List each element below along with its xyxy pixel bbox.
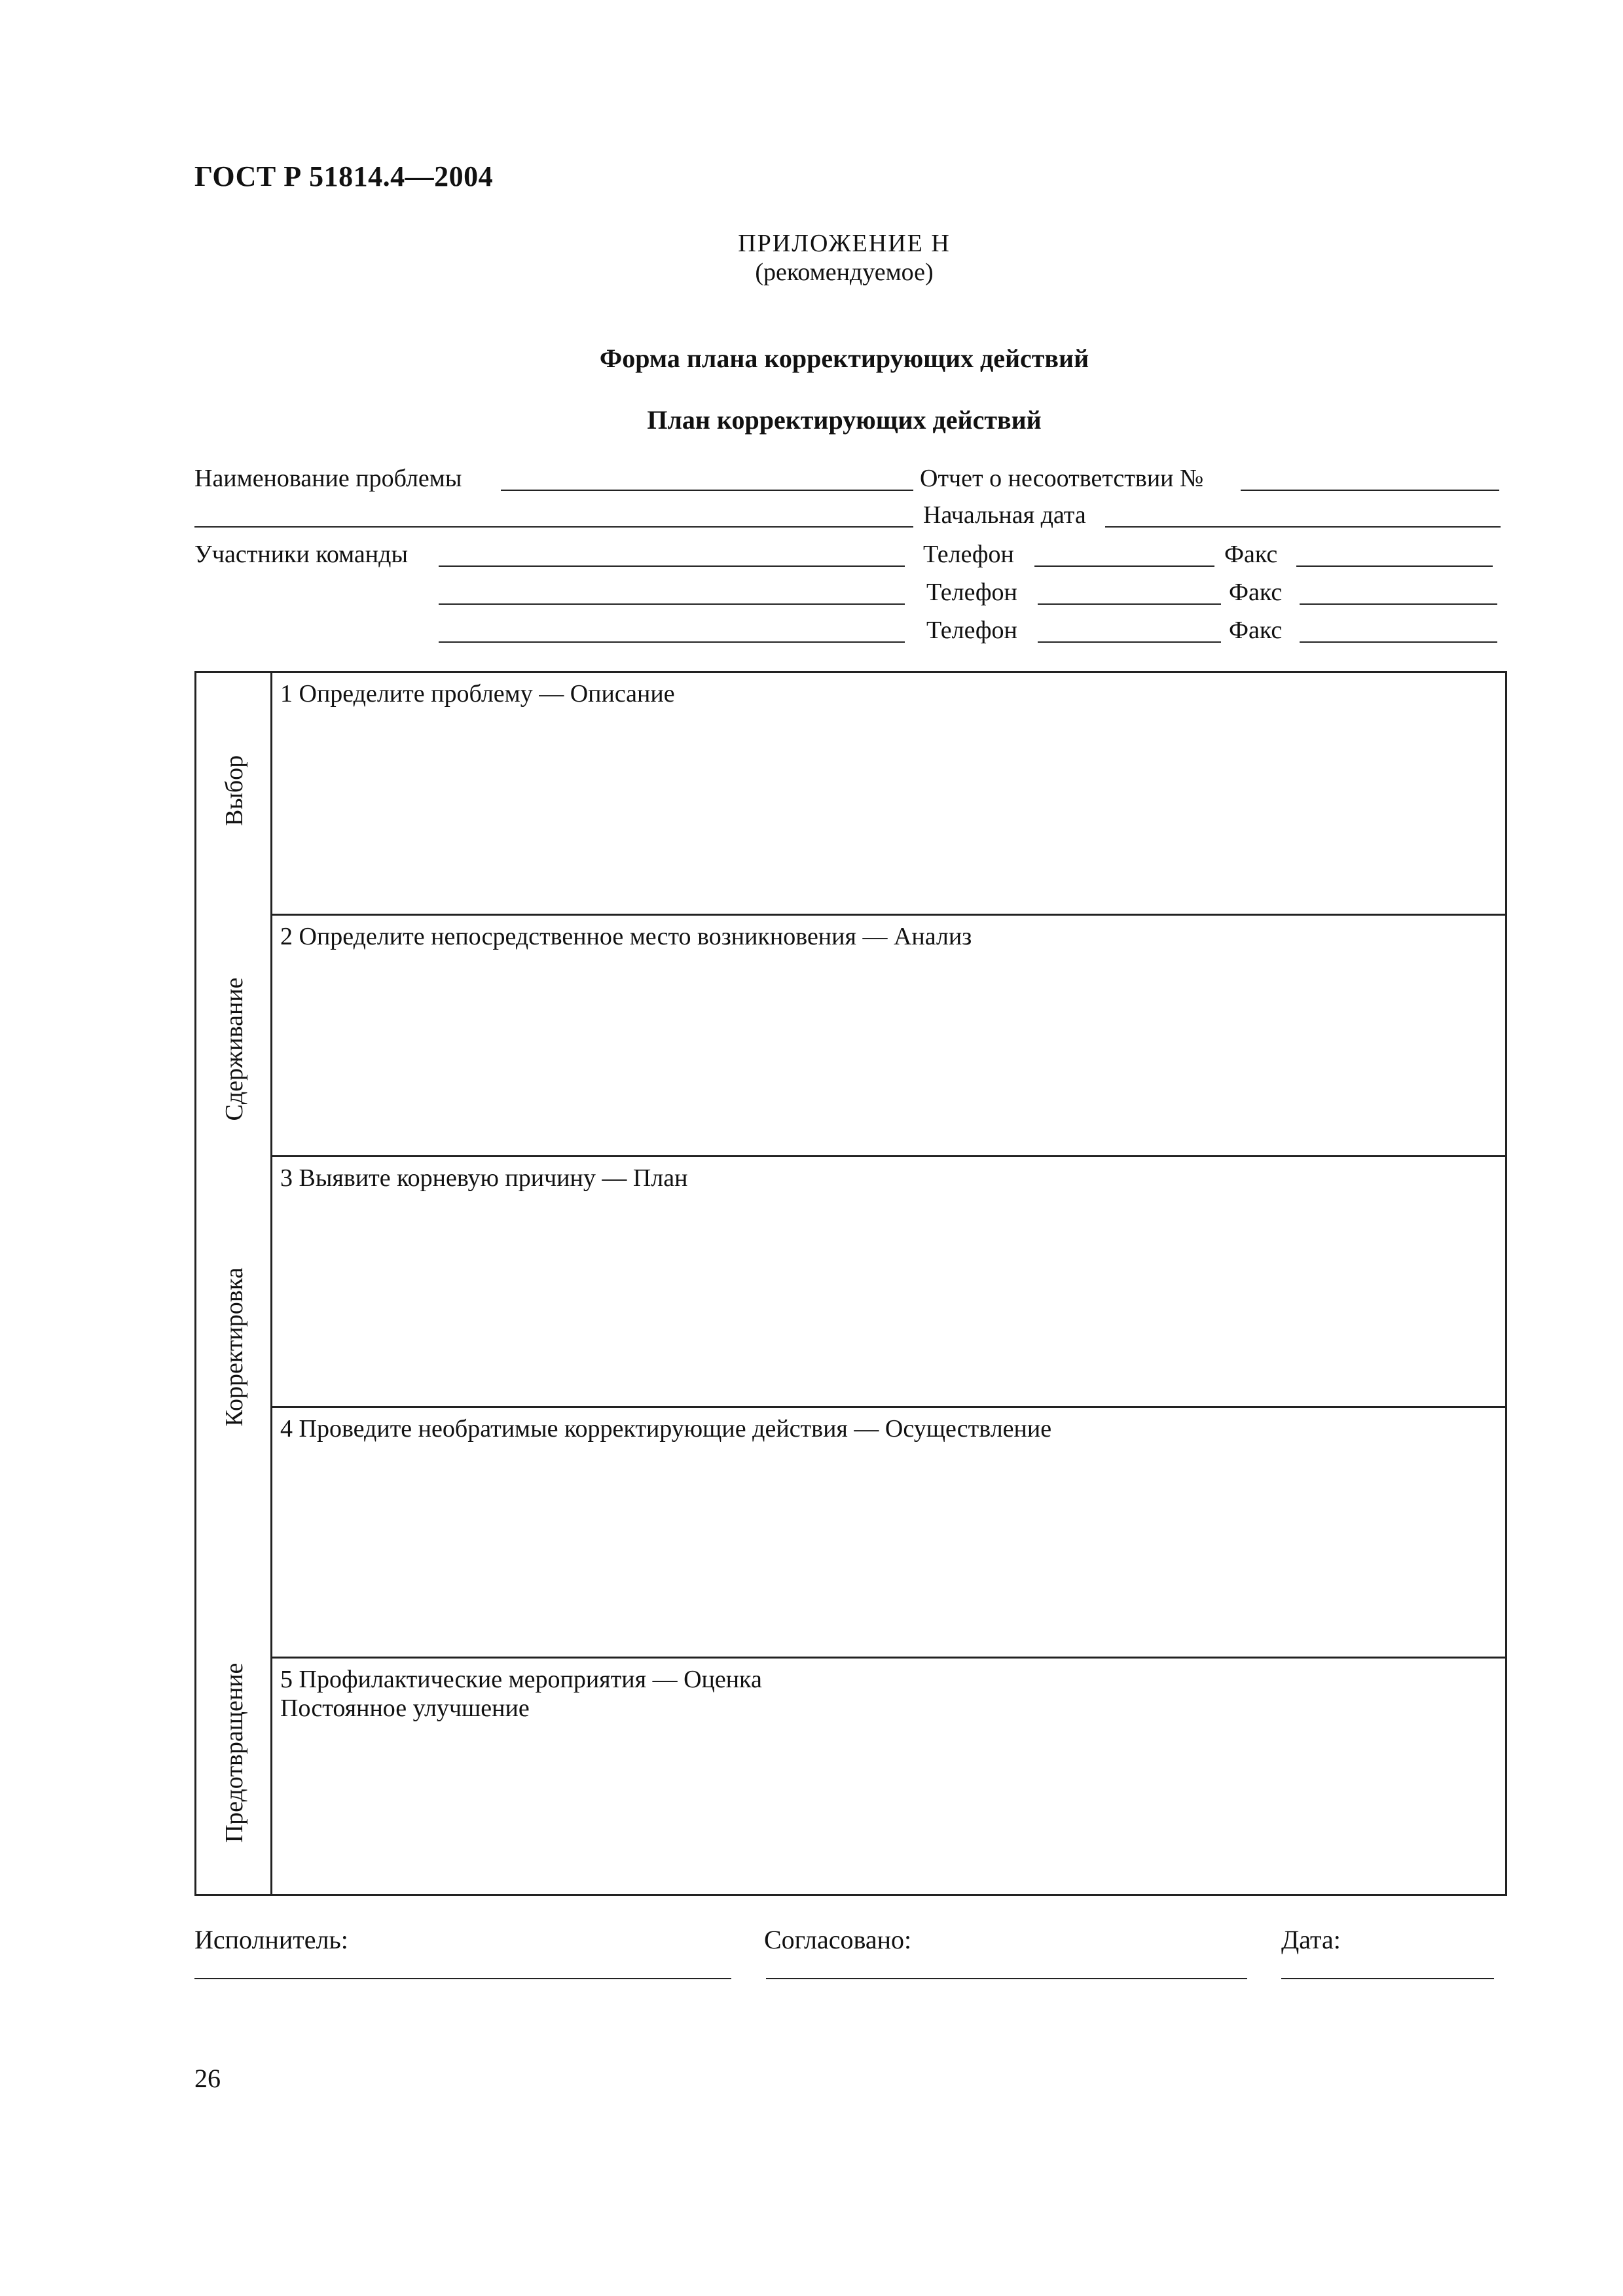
step-cell-define-problem[interactable]: [272, 673, 1505, 916]
stage-label-correction: Корректировка: [221, 1267, 248, 1427]
plan-heading: План корректирующих действий: [647, 405, 1042, 435]
executor-label: Исполнитель:: [194, 1925, 348, 1954]
phone-label: Телефон: [923, 541, 1014, 568]
team-member-3-field[interactable]: [439, 641, 905, 643]
date-field[interactable]: [1281, 1978, 1494, 1979]
team-member-2-field[interactable]: [439, 603, 905, 605]
problem-name-field-continued[interactable]: [194, 526, 913, 528]
start-date-field[interactable]: [1105, 526, 1501, 528]
step-label-permanent-action: 4 Проведите необратимые корректирующие действия — Осуществление: [280, 1415, 1052, 1443]
stage-label-containment: Сдерживание: [221, 977, 248, 1121]
document-code: ГОСТ Р 51814.4—2004: [194, 160, 494, 192]
stage-column: [196, 673, 272, 1894]
problem-name-field[interactable]: [501, 490, 913, 491]
corrective-action-table: [194, 671, 1507, 1896]
step-cell-permanent-action[interactable]: [272, 1408, 1505, 1659]
start-date-label: Начальная дата: [923, 501, 1086, 529]
appendix-title: ПРИЛОЖЕНИЕ Н: [738, 230, 951, 257]
phone-1-field[interactable]: [1034, 565, 1214, 567]
fax-label: Факс: [1229, 617, 1283, 644]
step-label-prevention-line2: Постоянное улучшение: [280, 1695, 530, 1722]
team-member-1-field[interactable]: [439, 565, 905, 567]
page-number: 26: [194, 2064, 221, 2093]
date-label: Дата:: [1281, 1925, 1341, 1954]
step-label-define-problem: 1 Определите проблему — Описание: [280, 680, 675, 708]
fax-2-field[interactable]: [1300, 603, 1497, 605]
approved-label: Согласовано:: [764, 1925, 912, 1954]
phone-3-field[interactable]: [1038, 641, 1221, 643]
phone-label: Телефон: [926, 579, 1017, 606]
stage-label-selection: Выбор: [221, 755, 248, 827]
step-cell-containment[interactable]: [272, 916, 1505, 1157]
step-label-prevention: [280, 1665, 762, 1723]
executor-field[interactable]: [194, 1978, 731, 1979]
nonconformity-report-label: Отчет о несоответствии №: [920, 465, 1204, 492]
step-cell-prevention[interactable]: [272, 1659, 1505, 1894]
fax-label: Факс: [1229, 579, 1283, 606]
team-members-label: Участники команды: [194, 541, 408, 568]
problem-name-label: Наименование проблемы: [194, 465, 462, 492]
phone-2-field[interactable]: [1038, 603, 1221, 605]
fax-label: Факс: [1224, 541, 1278, 568]
step-label-prevention-line1: 5 Профилактические мероприятия — Оценка: [280, 1666, 762, 1693]
step-label-containment: 2 Определите непосредственное место возникновения — Анализ: [280, 923, 972, 950]
fax-1-field[interactable]: [1296, 565, 1493, 567]
step-cell-root-cause[interactable]: [272, 1157, 1505, 1408]
form-heading: Форма плана корректирующих действий: [599, 344, 1089, 373]
step-label-root-cause: 3 Выявите корневую причину — План: [280, 1164, 688, 1192]
nonconformity-report-field[interactable]: [1241, 490, 1499, 491]
approved-field[interactable]: [766, 1978, 1247, 1979]
stage-label-prevention: Предотвращение: [221, 1662, 248, 1843]
fax-3-field[interactable]: [1300, 641, 1497, 643]
phone-label: Телефон: [926, 617, 1017, 644]
appendix-subtitle: (рекомендуемое): [755, 259, 934, 286]
